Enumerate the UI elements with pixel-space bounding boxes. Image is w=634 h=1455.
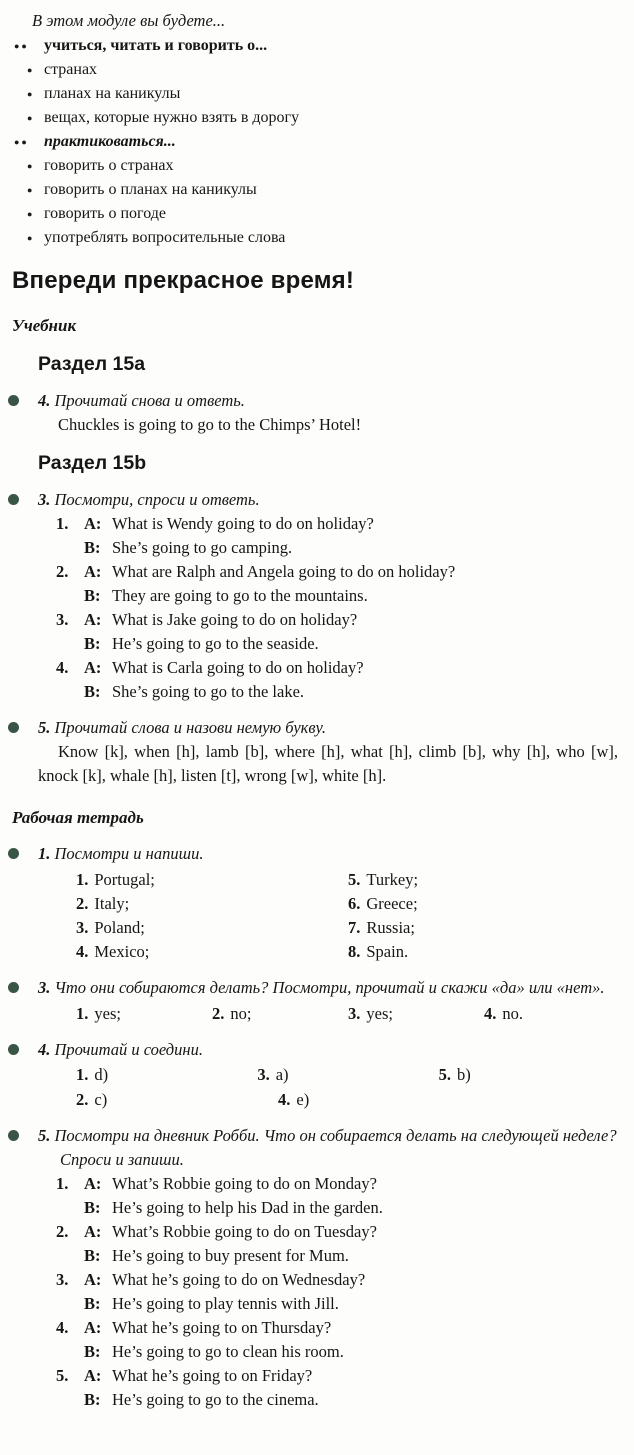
bullet-icon: ● bbox=[27, 185, 33, 195]
answer-text: d) bbox=[94, 1065, 109, 1084]
answer-text: no; bbox=[230, 1004, 252, 1023]
answer-text: He’s going to go to the cinema. bbox=[112, 1390, 319, 1409]
answer-number: 2. bbox=[212, 1004, 225, 1023]
dialog-question bbox=[56, 656, 620, 680]
speaker-a-label: A: bbox=[84, 1366, 102, 1385]
question-text: What are Ralph and Angela going to do on holiday? bbox=[112, 562, 456, 581]
intro-group-header bbox=[10, 34, 620, 58]
answer-text: Mexico; bbox=[94, 942, 150, 961]
question-text: What is Jake going to do on holiday? bbox=[112, 610, 358, 629]
dialog-question bbox=[56, 1364, 620, 1388]
answer-number: 4. bbox=[76, 942, 89, 961]
intro-item bbox=[10, 154, 620, 178]
answer-text: no. bbox=[502, 1004, 523, 1023]
answers-column-2 bbox=[348, 868, 620, 964]
task-bullet-icon bbox=[8, 1130, 19, 1141]
answer-text: yes; bbox=[366, 1004, 393, 1023]
answer-item bbox=[278, 1087, 480, 1112]
bullet-icon: ● bbox=[27, 209, 33, 219]
speaker-b-label: B: bbox=[84, 1246, 101, 1265]
answer-item bbox=[348, 892, 620, 916]
dialog-question bbox=[56, 1316, 620, 1340]
bullet-icon: ● bbox=[27, 89, 33, 99]
task-bullet-icon bbox=[8, 494, 19, 505]
answer-number: 1. bbox=[76, 870, 89, 889]
intro-group-header bbox=[10, 130, 620, 154]
answer-text: He’s going to help his Dad in the garden. bbox=[112, 1198, 383, 1217]
bullet-icon: ● bbox=[27, 233, 33, 243]
dialog-number: 3. bbox=[56, 1270, 69, 1289]
dialog-question bbox=[56, 608, 620, 632]
task-heading bbox=[38, 1124, 620, 1172]
answer-item bbox=[439, 1062, 620, 1087]
matching-answers-row-2 bbox=[76, 1087, 620, 1112]
dialog-number: 2. bbox=[56, 562, 69, 581]
answer-number: 6. bbox=[348, 894, 361, 913]
answer-number: 8. bbox=[348, 942, 361, 961]
task-number: 5. bbox=[38, 718, 51, 737]
double-bullet-icon: ●● bbox=[14, 41, 29, 51]
dialog-answer bbox=[84, 536, 620, 560]
answer-number: 5. bbox=[438, 1065, 452, 1084]
task-heading bbox=[38, 488, 620, 512]
question-text: What’s Robbie going to do on Monday? bbox=[112, 1174, 377, 1193]
dialog-answer bbox=[84, 632, 620, 656]
answer-text: She’s going to go camping. bbox=[112, 538, 293, 557]
speaker-a-label: A: bbox=[84, 1174, 102, 1193]
dialog-question bbox=[56, 1172, 620, 1196]
answers-column-1 bbox=[76, 868, 348, 964]
dialog-number: 1. bbox=[56, 514, 69, 533]
answer-item bbox=[257, 1062, 438, 1087]
task-15a-4 bbox=[10, 389, 620, 437]
intro-item-label: говорить о планах на каникулы bbox=[44, 181, 257, 198]
answer-number: 5. bbox=[348, 870, 361, 889]
question-text: What he’s going to on Thursday? bbox=[112, 1318, 332, 1337]
speaker-b-label: B: bbox=[84, 1342, 101, 1361]
task-answer-paragraph: Know [k], when [h], lamb [b], where [h], what [h], climb [b], why [h], who [w], knock [k], whale [h], listen [t], wrong [w], white [h]. bbox=[38, 742, 618, 785]
dialog-item bbox=[56, 560, 620, 608]
task-title: Прочитай слова и назови немую букву. bbox=[54, 718, 326, 737]
answer-number: 4. bbox=[484, 1004, 497, 1023]
dialog-answer bbox=[84, 680, 620, 704]
answer-text: He’s going to play tennis with Jill. bbox=[112, 1294, 339, 1313]
dialog-question bbox=[56, 1220, 620, 1244]
task-title: Прочитай и соедини. bbox=[54, 1040, 203, 1059]
bullet-icon: ● bbox=[27, 161, 33, 171]
bullet-icon: ● bbox=[27, 113, 33, 123]
speaker-b-label: B: bbox=[84, 538, 101, 557]
dialog-question bbox=[56, 1268, 620, 1292]
dialog-number: 1. bbox=[56, 1174, 69, 1193]
intro-item-label: говорить о странах bbox=[44, 157, 174, 174]
answer-text: Spain. bbox=[366, 942, 409, 961]
dialog-item bbox=[56, 1268, 620, 1316]
matching-answers-row-1 bbox=[76, 1062, 620, 1087]
answer-item bbox=[348, 868, 620, 892]
speaker-a-label: A: bbox=[84, 514, 102, 533]
answer-item bbox=[484, 1002, 620, 1026]
answer-item bbox=[348, 940, 620, 964]
answer-text: Poland; bbox=[94, 918, 145, 937]
dialog-question bbox=[56, 512, 620, 536]
speaker-a-label: A: bbox=[84, 610, 102, 629]
answer-text: Turkey; bbox=[366, 870, 419, 889]
answer-number: 7. bbox=[348, 918, 361, 937]
answer-text: Italy; bbox=[94, 894, 130, 913]
dialog-number: 3. bbox=[56, 610, 69, 629]
answer-item bbox=[76, 940, 348, 964]
question-text: What he’s going to on Friday? bbox=[112, 1366, 313, 1385]
task-title: Посмотри на дневник Робби. Что он собирается делать на следующей неделе? Спроси и запиши. bbox=[54, 1126, 617, 1169]
answer-number: 1. bbox=[76, 1004, 89, 1023]
intro-item bbox=[10, 226, 620, 250]
dialog-number: 4. bbox=[56, 1318, 69, 1337]
wb-task-3 bbox=[10, 976, 620, 1026]
speaker-a-label: A: bbox=[84, 562, 102, 581]
double-bullet-icon: ●● bbox=[14, 137, 29, 147]
dialog-item bbox=[56, 608, 620, 656]
intro-item-label: употреблять вопросительные слова bbox=[44, 229, 286, 246]
task-bullet-icon bbox=[8, 982, 19, 993]
answer-text: He’s going to buy present for Mum. bbox=[112, 1246, 349, 1265]
wb-task-5 bbox=[10, 1124, 620, 1412]
answer-item bbox=[76, 892, 348, 916]
speaker-a-label: A: bbox=[84, 1270, 102, 1289]
yes-no-answers bbox=[76, 1002, 620, 1026]
answer-text: e) bbox=[296, 1090, 310, 1109]
intro-item bbox=[10, 58, 620, 82]
dialog-item bbox=[56, 656, 620, 704]
task-number: 4. bbox=[38, 1040, 51, 1059]
answer-text: Greece; bbox=[366, 894, 418, 913]
answer-text: b) bbox=[457, 1065, 471, 1084]
dialog-answer bbox=[84, 1340, 620, 1364]
answer-text: yes; bbox=[94, 1004, 121, 1023]
answer-number: 3. bbox=[76, 918, 89, 937]
section-15a-heading: Раздел 15а bbox=[38, 353, 146, 375]
wb-task-1 bbox=[10, 842, 620, 964]
speaker-b-label: B: bbox=[84, 682, 101, 701]
answer-text: He’s going to go to the seaside. bbox=[112, 634, 319, 653]
task-number: 3. bbox=[38, 490, 51, 509]
answer-text: a) bbox=[275, 1065, 289, 1084]
answer-item bbox=[348, 1002, 484, 1026]
answer-number: 3. bbox=[257, 1065, 270, 1084]
task-bullet-icon bbox=[8, 848, 19, 859]
answer-text: He’s going to go to clean his room. bbox=[112, 1342, 344, 1361]
speaker-b-label: B: bbox=[84, 586, 101, 605]
answer-item bbox=[76, 1087, 278, 1112]
task-heading bbox=[38, 976, 620, 1000]
bullet-icon: ● bbox=[27, 65, 33, 75]
dialog-item bbox=[56, 1316, 620, 1364]
speaker-a-label: A: bbox=[84, 1222, 102, 1241]
dialog-answer bbox=[84, 1196, 620, 1220]
task-heading bbox=[38, 1038, 620, 1062]
textbook-label: Учебник bbox=[12, 316, 77, 335]
speaker-b-label: B: bbox=[84, 634, 101, 653]
task-heading bbox=[38, 389, 620, 413]
answer-number: 2. bbox=[76, 1090, 89, 1109]
speaker-b-label: B: bbox=[84, 1294, 101, 1313]
intro-item bbox=[10, 178, 620, 202]
module-intro bbox=[10, 8, 620, 250]
speaker-b-label: B: bbox=[84, 1198, 101, 1217]
section-15b-heading: Раздел 15b bbox=[38, 452, 147, 474]
task-answer: Chuckles is going to go to the Chimps’ Hotel! bbox=[58, 415, 362, 434]
intro-item bbox=[10, 106, 620, 130]
answer-number: 3. bbox=[348, 1004, 361, 1023]
task-number: 5. bbox=[38, 1126, 51, 1145]
task-bullet-icon bbox=[8, 722, 19, 733]
answer-item bbox=[76, 1002, 212, 1026]
dialog-item bbox=[56, 1220, 620, 1268]
intro-header-label: практиковаться... bbox=[44, 133, 176, 150]
task-heading bbox=[38, 716, 620, 740]
answer-item bbox=[348, 916, 620, 940]
question-text: What’s Robbie going to do on Tuesday? bbox=[112, 1222, 377, 1241]
dialog-number: 5. bbox=[56, 1366, 69, 1385]
task-title: Прочитай снова и ответь. bbox=[54, 391, 245, 410]
answer-item bbox=[76, 868, 348, 892]
speaker-a-label: A: bbox=[84, 658, 102, 677]
dialog-number: 4. bbox=[56, 658, 69, 677]
task-15b-3 bbox=[10, 488, 620, 704]
task-number: 4. bbox=[38, 391, 51, 410]
dialog-answer bbox=[84, 1292, 620, 1316]
dialog-question bbox=[56, 560, 620, 584]
dialog-item bbox=[56, 1364, 620, 1412]
country-answers bbox=[76, 868, 620, 964]
speaker-a-label: A: bbox=[84, 1318, 102, 1337]
answer-number: 2. bbox=[76, 894, 89, 913]
question-text: What he’s going to do on Wednesday? bbox=[112, 1270, 366, 1289]
answer-text: She’s going to go to the lake. bbox=[112, 682, 305, 701]
answer-text: Russia; bbox=[366, 918, 415, 937]
answer-item bbox=[76, 916, 348, 940]
task-number: 1. bbox=[38, 844, 51, 863]
intro-item bbox=[10, 202, 620, 226]
wb-task-4 bbox=[10, 1038, 620, 1112]
intro-item-label: вещах, которые нужно взять в дорогу bbox=[44, 109, 300, 126]
answer-item bbox=[212, 1002, 348, 1026]
dialog-item bbox=[56, 512, 620, 560]
answer-number: 1. bbox=[76, 1065, 89, 1084]
answer-number: 4. bbox=[278, 1090, 291, 1109]
intro-item bbox=[10, 82, 620, 106]
workbook-label: Рабочая тетрадь bbox=[12, 808, 144, 827]
module-intro-title: В этом модуле вы будете... bbox=[32, 11, 226, 30]
task-bullet-icon bbox=[8, 395, 19, 406]
answer-text: c) bbox=[94, 1090, 108, 1109]
intro-item-label: планах на каникулы bbox=[44, 85, 181, 102]
task-title: Посмотри, спроси и ответь. bbox=[54, 490, 260, 509]
task-title: Посмотри и напиши. bbox=[54, 844, 204, 863]
question-text: What is Carla going to do on holiday? bbox=[112, 658, 364, 677]
page-title: Впереди прекрасное время! bbox=[12, 267, 355, 294]
task-heading bbox=[38, 842, 620, 866]
dialog-answer bbox=[84, 1244, 620, 1268]
intro-header-label: учиться, читать и говорить о... bbox=[44, 37, 268, 54]
dialog-number: 2. bbox=[56, 1222, 69, 1241]
task-title: Что они собираются делать? Посмотри, прочитай и скажи «да» или «нет». bbox=[54, 978, 605, 997]
dialog-answer bbox=[84, 584, 620, 608]
question-text: What is Wendy going to do on holiday? bbox=[112, 514, 374, 533]
intro-item-label: странах bbox=[44, 61, 98, 78]
answer-text: Portugal; bbox=[94, 870, 155, 889]
task-bullet-icon bbox=[8, 1044, 19, 1055]
dialog-answer bbox=[84, 1388, 620, 1412]
answer-text: They are going to go to the mountains. bbox=[112, 586, 368, 605]
task-15b-5 bbox=[10, 716, 620, 788]
dialog-item bbox=[56, 1172, 620, 1220]
speaker-b-label: B: bbox=[84, 1390, 101, 1409]
task-number: 3. bbox=[38, 978, 51, 997]
intro-item-label: говорить о погоде bbox=[44, 205, 166, 222]
answer-item bbox=[76, 1062, 257, 1087]
